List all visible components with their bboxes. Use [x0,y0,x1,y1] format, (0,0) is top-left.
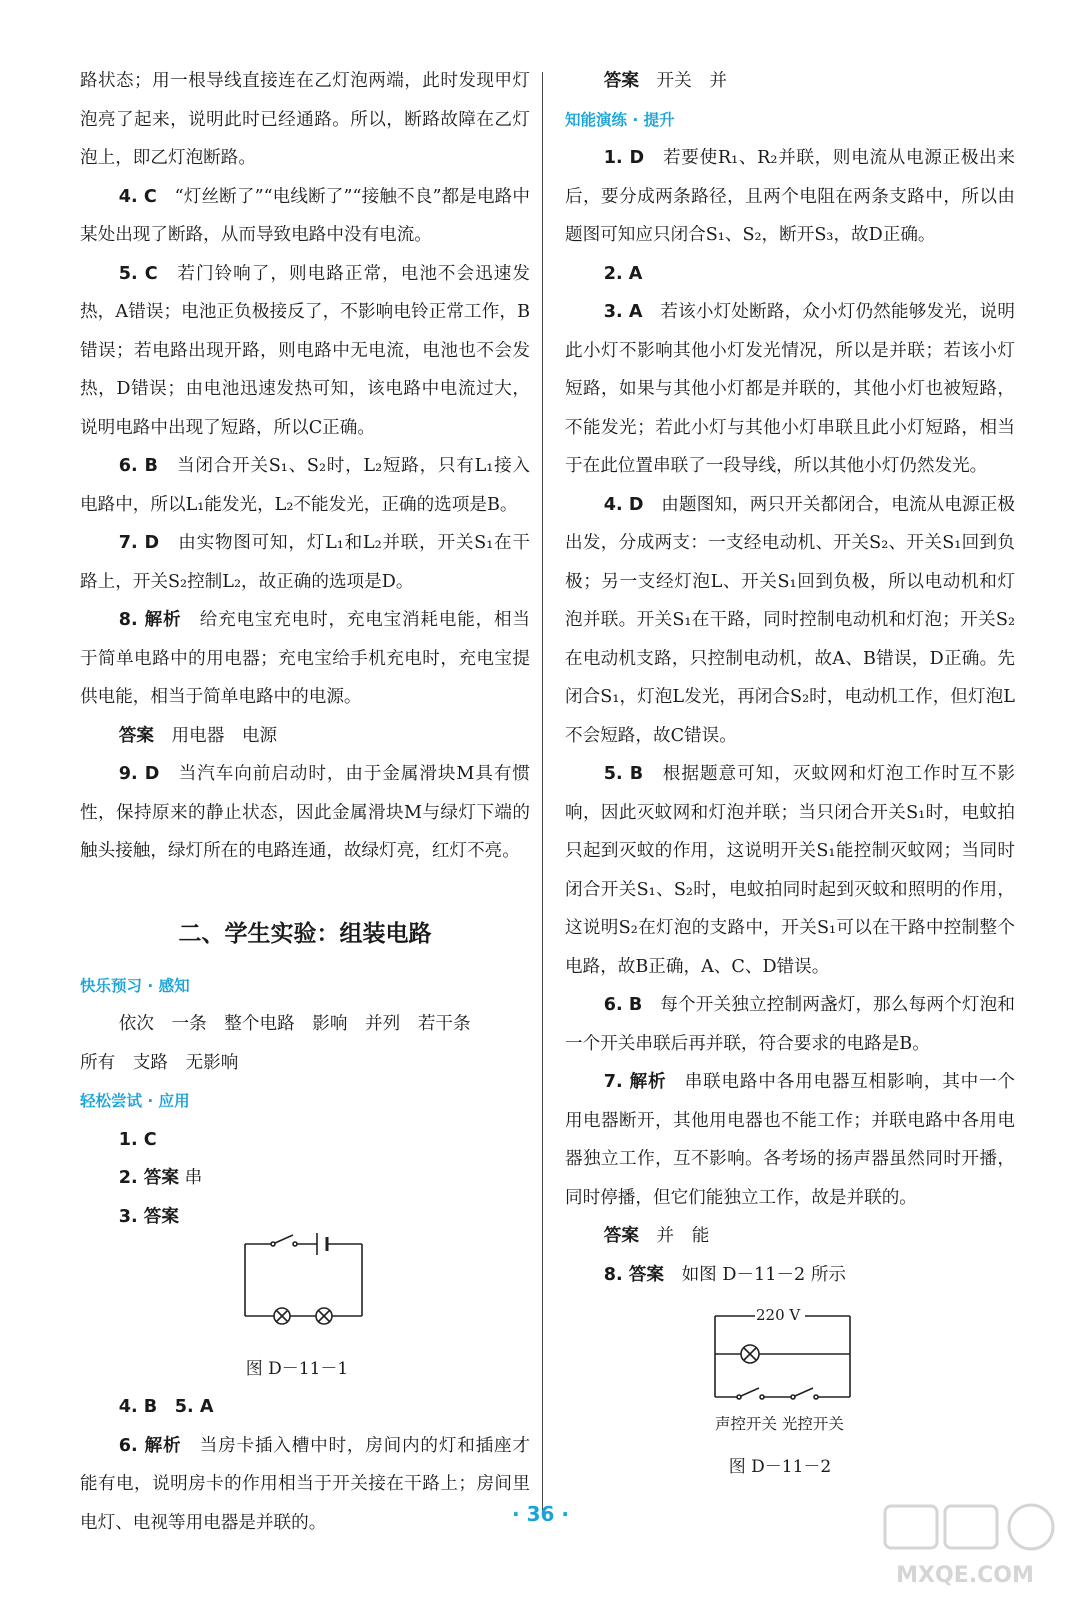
q-number: 6. B [118,456,158,476]
q-number: 5. B [603,764,644,784]
heading-practice: 知能演练 · 提升 [565,110,675,129]
q-number: 4. C [118,186,157,207]
figure-caption: 图 D－11－1 [245,1359,349,1379]
answer-8-result [80,717,530,756]
practice-answer-2: 2. A [603,263,643,284]
paragraph-continued: 路状态；用一根导线直接连在乙灯泡两端，此时发现甲灯泡亮了起来，说明此时已经通路。所以，断路故障在乙灯泡上，即乙灯泡断路。 [80,71,530,168]
answer-label: 答案 [118,725,154,746]
column-divider [542,72,543,1512]
practice-answer-6 [565,986,1015,1063]
answer-8 [80,601,530,717]
watermark-logo [865,1502,1065,1592]
q-number: 8. 答案 [603,1264,664,1285]
q-number: 7. D [118,533,160,553]
series-circuit-diagram [80,1226,530,1338]
try-answer-4-5: 4. B 5. A [118,1397,214,1417]
q-number: 4. D [603,494,644,515]
try-answer-3: 3. 答案 [118,1206,179,1227]
q-text: 若要使R₁、R₂并联，则电流从电源正极出来后，要分成两条路径，且两个电阻在两条支路中，所以由题图可知应只闭合S₁、S₂，断开S₃，故D正确。 [565,148,1015,245]
left-column [80,62,530,1542]
q-text: 根据题意可知，灭蚊网和灯泡工作时互不影响，因此灭蚊网和灯泡并联；当只闭合开关S₁时，电蚊拍只起到灭蚊的作用，这说明开关S₁能控制灭蚊网；当同时闭合开关S₁、S₂时，电蚊拍同时起到灭蚊和照明的作用，这说明S₂在灯泡的支路中，开关S₁可以在干路中控制整个电路，故B正确，A、C、D错误。 [565,764,1015,977]
q-text: 当房卡插入槽中时，房间内的灯和插座才能有电，说明房卡的作用相当于开关接在干路上；房间里电灯、电视等用电器是并联的。 [80,1435,530,1533]
right-column [565,62,1015,1482]
answer-value: 并 能 [656,1226,710,1246]
preview-answers-1: 依次 一条 整个电路 影响 并列 若干条 [118,1014,471,1034]
practice-answer-7 [565,1063,1015,1217]
answer-label: 答案 [603,1226,639,1246]
answer-value: 串 [184,1168,203,1188]
try-answer-1: 1. C [118,1129,157,1150]
q-number: 2. 答案 [118,1168,179,1188]
q-text: 由题图知，两只开关都闭合，电流从电源正极出发，分成两支：一支经电动机、开关S₂、开关S₁回到负极；另一支经灯泡L、开关S₁回到负极，所以电动机和灯泡并联。开关S₁在干路，同时控制电动机和灯泡；开关S₂在电动机支路，只控制电动机，故A、B错误，D正确。先闭合S₁，灯泡L发光，再闭合S₂时，电动机工作，但灯泡L不会短路，故C错误。 [565,494,1015,746]
q-number: 1. D [603,148,645,168]
answer-7 [80,524,530,601]
figure-d-11-2 [565,1294,1015,1444]
q-text: 当汽车向前启动时，由于金属滑块M具有惯性，保持原来的静止状态，因此金属滑块M与绿灯下端的触头接触，绿灯所在的电路连通，故绿灯亮，红灯不亮。 [80,764,530,861]
practice-answer-7-result [565,1217,1015,1256]
practice-answer-3 [565,293,1015,486]
heading-preview: 快乐预习 · 感知 [80,976,190,995]
page-number: · 36 · [512,1502,569,1526]
answer-6 [80,447,530,524]
q-number: 6. B [603,995,643,1015]
practice-answer-5 [565,755,1015,986]
q-text: 每个开关独立控制两盏灯，那么每两个灯泡和一个开关串联后再并联，符合要求的电路是B。 [565,995,1015,1054]
q-text: 给充电宝充电时，充电宝消耗电能，相当于简单电路中的用电器；充电宝给手机充电时，充电宝提供电能，相当于简单电路中的电源。 [80,610,530,707]
heading-try: 轻松尝试 · 应用 [80,1092,190,1110]
q-text: 如图 D－11－2 所示 [681,1264,847,1285]
svg-text:MXQE.COM: MXQE.COM [896,1563,1034,1588]
preview-answers-2: 所有 支路 无影响 [80,1052,239,1073]
practice-answer-4 [565,486,1015,756]
try-answer-2 [80,1159,530,1198]
switch-labels: 声控开关 光控开关 [715,1415,844,1433]
figure-d-11-1 [80,1236,530,1348]
voltage-label: 220 V [756,1306,801,1324]
answer-value: 开关 并 [656,71,727,91]
q-number: 9. D [118,764,160,784]
q-text: 串联电路中各用电器互相影响，其中一个用电器断开，其他用电器也不能工作；并联电路中各用电器独立工作，互不影响。各考场的扬声器虽然同时开播，同时停播，但它们能独立工作，故是并联的。 [565,1072,1015,1208]
q-text: 若门铃响了，则电路正常，电池不会迅速发热，A错误；电池正负极接反了，不影响电铃正常工作，B错误；若电路出现开路，则电路中无电流，电池也不会发热，D错误；由电池迅速发热可知，该电路中电流过大，说明电路中出现了短路，所以C正确。 [80,263,530,438]
practice-answer-1 [565,139,1015,255]
q-number: 8. 解析 [118,610,182,630]
figure-caption: 图 D－11－2 [728,1457,832,1477]
section-title: 二、学生实验：组装电路 [178,920,432,947]
q-number: 6. 解析 [118,1435,182,1456]
answer-9 [80,755,530,871]
answer-4 [80,178,530,255]
answer-label: 答案 [603,71,639,91]
q-text: 当闭合开关S₁、S₂时，L₂短路，只有L₁接入电路中，所以L₁能发光，L₂不能发光，正确的选项是B。 [80,456,531,515]
answer-top [565,62,1015,101]
answer-5 [80,255,530,448]
practice-answer-8 [565,1256,1015,1295]
q-number: 3. A [603,302,643,322]
q-text: 由实物图可知，灯L₁和L₂并联，开关S₁在干路上，开关S₂控制L₂，故正确的选项是D。 [80,533,530,592]
q-text: “灯丝断了”“电线断了”“接触不良”都是电路中某处出现了断路，从而导致电路中没有电流。 [80,186,530,245]
answer-value: 用电器 电源 [171,725,278,746]
q-number: 5. C [118,263,158,284]
q-text: 若该小灯处断路，众小灯仍然能够发光，说明此小灯不影响其他小灯发光情况，所以是并联；若该小灯短路，如果与其他小灯都是并联的，其他小灯也被短路，不能发光；若此小灯与其他小灯串联且此小灯短路，相当于在此位置串联了一段导线，所以其他小灯仍然发光。 [565,302,1015,476]
q-number: 7. 解析 [603,1072,667,1092]
